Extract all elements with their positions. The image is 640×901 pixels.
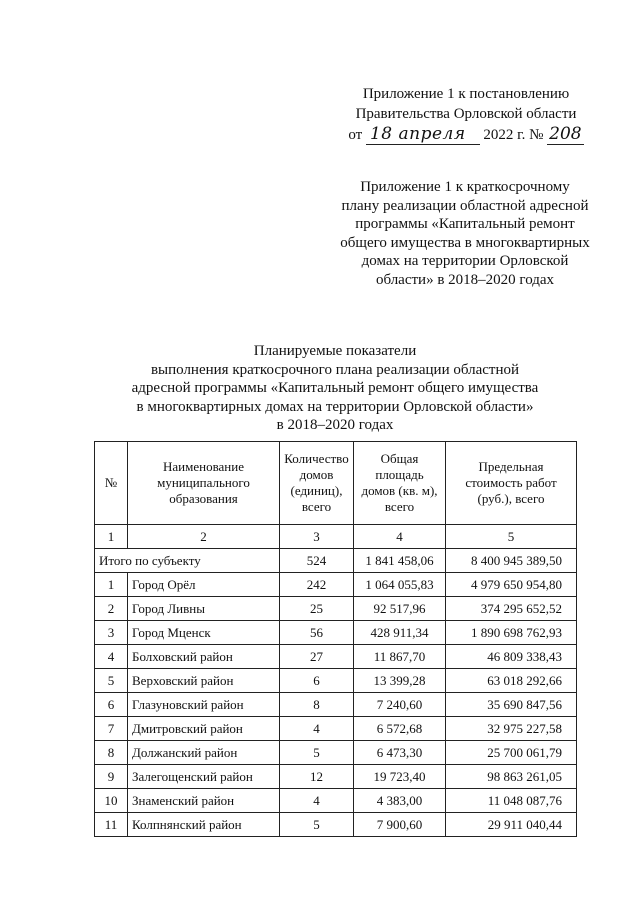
row-house-count: 4 bbox=[280, 717, 354, 741]
row-number: 11 bbox=[95, 813, 128, 837]
row-house-count: 242 bbox=[280, 573, 354, 597]
total-area: 1 841 458,06 bbox=[354, 549, 446, 573]
row-house-count: 27 bbox=[280, 645, 354, 669]
row-area: 19 723,40 bbox=[354, 765, 446, 789]
row-cost: 32 975 227,58 bbox=[446, 717, 577, 741]
table-row bbox=[95, 693, 577, 717]
plan-header-line: программы «Капитальный ремонт bbox=[355, 216, 575, 232]
header-num: № bbox=[95, 442, 128, 525]
table-row bbox=[95, 645, 577, 669]
title-line: выполнения краткосрочного плана реализации областной bbox=[150, 361, 520, 378]
table-header-row bbox=[95, 442, 577, 525]
header-count: Количество домов (единиц), всего bbox=[280, 442, 354, 525]
row-municipality: Верховский район bbox=[128, 669, 280, 693]
row-number: 6 bbox=[95, 693, 128, 717]
table-row bbox=[95, 765, 577, 789]
row-number: 3 bbox=[95, 621, 128, 645]
row-cost: 1 890 698 762,93 bbox=[446, 621, 577, 645]
row-house-count: 5 bbox=[280, 813, 354, 837]
handwritten-number: 208 bbox=[549, 124, 582, 144]
plan-header-line: домах на территории Орловской bbox=[361, 253, 569, 269]
row-area: 11 867,70 bbox=[354, 645, 446, 669]
appendix-line-1: Приложение 1 к постановлению bbox=[362, 86, 570, 102]
appendix-line-2: Правительства Орловской области bbox=[355, 106, 577, 122]
table-row bbox=[95, 669, 577, 693]
row-municipality: Город Ливны bbox=[128, 597, 280, 621]
year-number-label: 2022 г. № bbox=[483, 127, 544, 143]
row-municipality: Залегощенский район bbox=[128, 765, 280, 789]
row-municipality: Город Мценск bbox=[128, 621, 280, 645]
col-number: 4 bbox=[354, 525, 446, 549]
plan-header-line: плану реализации областной адресной bbox=[341, 197, 589, 214]
table-row bbox=[95, 741, 577, 765]
row-area: 92 517,96 bbox=[354, 597, 446, 621]
row-number: 4 bbox=[95, 645, 128, 669]
title-line: адресной программы «Капитальный ремонт общего имущества bbox=[131, 380, 539, 396]
total-count: 524 bbox=[280, 549, 354, 573]
col-number: 1 bbox=[95, 525, 128, 549]
row-area: 6 473,30 bbox=[354, 741, 446, 765]
resolution-date-row bbox=[335, 124, 597, 145]
row-municipality: Глазуновский район bbox=[128, 693, 280, 717]
row-municipality: Знаменский район bbox=[128, 789, 280, 813]
row-area: 4 383,00 bbox=[354, 789, 446, 813]
row-number: 8 bbox=[95, 741, 128, 765]
total-cost: 8 400 945 389,50 bbox=[446, 549, 577, 573]
table-row bbox=[95, 597, 577, 621]
row-cost: 63 018 292,66 bbox=[446, 669, 577, 693]
row-house-count: 6 bbox=[280, 669, 354, 693]
row-cost: 29 911 040,44 bbox=[446, 813, 577, 837]
total-row bbox=[95, 549, 577, 573]
row-cost: 4 979 650 954,80 bbox=[446, 573, 577, 597]
plan-header-line: общего имущества в многоквартирных bbox=[340, 234, 590, 251]
row-house-count: 12 bbox=[280, 765, 354, 789]
col-number: 5 bbox=[446, 525, 577, 549]
row-number: 9 bbox=[95, 765, 128, 789]
row-cost: 46 809 338,43 bbox=[446, 645, 577, 669]
row-area: 13 399,28 bbox=[354, 669, 446, 693]
row-municipality: Должанский район bbox=[128, 741, 280, 765]
header-cost: Предельная стоимость работ (руб.), всего bbox=[446, 442, 577, 525]
row-number: 10 bbox=[95, 789, 128, 813]
row-cost: 25 700 061,79 bbox=[446, 741, 577, 765]
row-house-count: 8 bbox=[280, 693, 354, 717]
column-numbers-row bbox=[95, 525, 577, 549]
col-number: 2 bbox=[128, 525, 280, 549]
table-row bbox=[95, 813, 577, 837]
row-number: 2 bbox=[95, 597, 128, 621]
row-municipality: Болховский район bbox=[128, 645, 280, 669]
row-area: 7 900,60 bbox=[354, 813, 446, 837]
row-municipality: Дмитровский район bbox=[128, 717, 280, 741]
title-line: Планируемые показатели bbox=[253, 343, 417, 359]
table-row bbox=[95, 717, 577, 741]
total-label: Итого по субъекту bbox=[95, 549, 280, 573]
document-title bbox=[100, 342, 570, 435]
col-number: 3 bbox=[280, 525, 354, 549]
header-area: Общая площадь домов (кв. м), всего bbox=[354, 442, 446, 525]
from-label: от bbox=[348, 127, 363, 143]
table-row bbox=[95, 573, 577, 597]
row-area: 428 911,34 bbox=[354, 621, 446, 645]
header-name: Наименование муниципального образования bbox=[128, 442, 280, 525]
row-cost: 98 863 261,05 bbox=[446, 765, 577, 789]
row-area: 6 572,68 bbox=[354, 717, 446, 741]
indicators-table bbox=[94, 441, 577, 837]
row-house-count: 56 bbox=[280, 621, 354, 645]
plan-header-line: Приложение 1 к краткосрочному bbox=[360, 179, 570, 195]
row-house-count: 5 bbox=[280, 741, 354, 765]
row-number: 7 bbox=[95, 717, 128, 741]
row-municipality: Колпнянский район bbox=[128, 813, 280, 837]
plan-header-line: области» в 2018–2020 годах bbox=[375, 271, 555, 288]
appendix-resolution-header bbox=[335, 84, 597, 145]
row-area: 7 240,60 bbox=[354, 693, 446, 717]
title-line: в 2018–2020 годах bbox=[276, 417, 394, 433]
table-row bbox=[95, 789, 577, 813]
table-row bbox=[95, 621, 577, 645]
row-cost: 374 295 652,52 bbox=[446, 597, 577, 621]
title-line: в многоквартирных домах на территории Орловской области» bbox=[136, 398, 534, 415]
row-house-count: 4 bbox=[280, 789, 354, 813]
row-number: 1 bbox=[95, 573, 128, 597]
row-number: 5 bbox=[95, 669, 128, 693]
row-cost: 11 048 087,76 bbox=[446, 789, 577, 813]
row-house-count: 25 bbox=[280, 597, 354, 621]
appendix-plan-header bbox=[330, 178, 600, 289]
handwritten-date: 18 апреля bbox=[366, 124, 480, 145]
row-area: 1 064 055,83 bbox=[354, 573, 446, 597]
row-municipality: Город Орёл bbox=[128, 573, 280, 597]
table-body bbox=[95, 573, 577, 837]
row-cost: 35 690 847,56 bbox=[446, 693, 577, 717]
